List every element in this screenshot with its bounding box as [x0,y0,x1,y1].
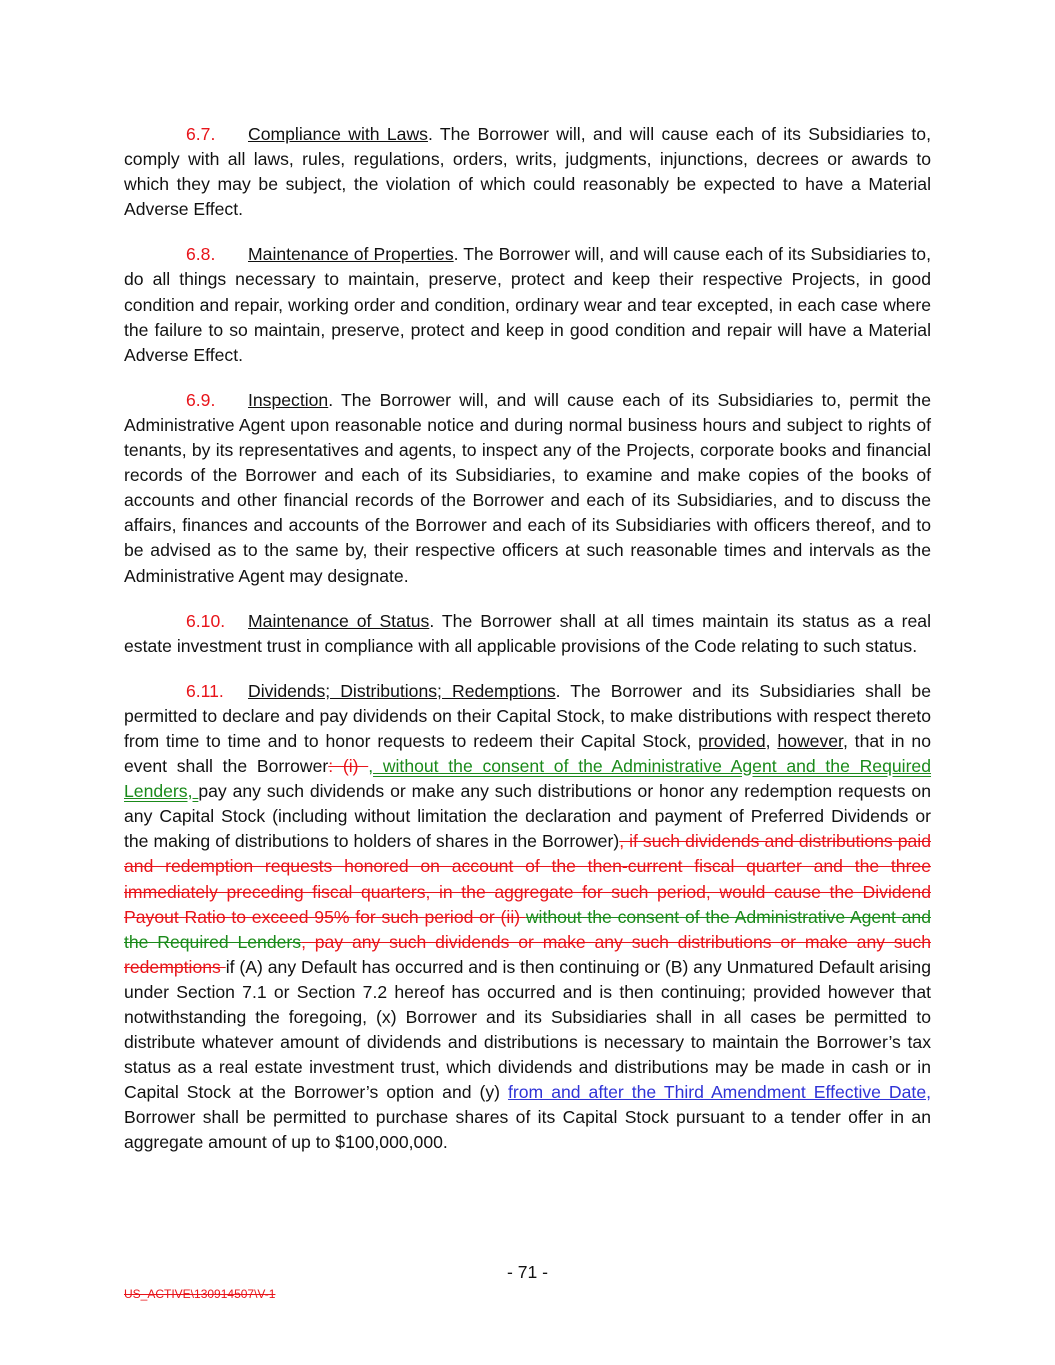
page-number: - 71 - [506,1262,549,1282]
section-6-7 [124,122,931,222]
section-title: Dividends; Distributions; Redemptions [248,680,556,701]
deleted-text: , if such dividends and distributions paid and redemption requests honored on account of the then-current fiscal quarter and the three immediately preceding fiscal quarters, in the aggregate for such period, would cause the Dividend Payout Ratio to exceed 95% for such period or (ii) [124,831,931,927]
section-title: Maintenance of Status [248,610,430,631]
deleted-text: , pay any such dividends or make any such distributions or make any such redemptions [124,931,931,977]
however-term: however [777,730,843,751]
section-body-text: pay any such dividends or make any such distributions or honor any redemption requests on any Capital Stock (including without limitation the declaration and payment of Preferred Dividends or the making of distributions to holders of shares in the Borrower) [124,781,931,852]
section-6-10 [124,609,931,659]
section-body-text: if (A) any Default has occurred and is then continuing or (B) any Unmatured Default arising under Section 7.1 or Section 7.2 hereof has occurred and is then continuing; provided however that notwithstanding the foregoing, (x) Borrower and its Subsidiaries shall in all cases be permitted to distribute whatever amount of dividends and distributions is necessary to maintain the Borrower’s tax status as a real estate investment trust, which dividends and distributions may be made in cash or in Capital Stock at the Borrower’s option and (y) [124,956,931,1103]
section-6-11 [124,679,931,1156]
section-number: 6.7. [186,124,216,144]
section-6-8 [124,242,931,367]
section-title: Compliance with Laws [248,124,428,144]
section-body: . The Borrower will, and will cause each of its Subsidiaries to, comply with all laws, rules, regulations, orders, writs, judgments, injunctions, decrees or awards to which they may be subject, the violation of which could reasonably be expected to have a Material Adverse Effect. [124,124,931,220]
document-id: US_ACTIVE\130914507\V-1 [124,1287,276,1301]
inserted-text-amendment: from and after the Third Amendment Effective Date, [508,1082,931,1103]
section-number: 6.8. [186,244,216,265]
provided-term: provided [698,730,766,751]
section-title: Inspection [248,389,329,410]
moved-deleted-text: without the consent of the Administrative Agent and the Required Lenders [124,906,931,952]
section-body: . The Borrower shall at all times maintain its status as a real estate investment trust in compliance with all applicable provisions of the Code relating to such status. [124,610,931,656]
document-page [124,122,931,1176]
section-body-text: . The Borrower and its Subsidiaries shall be permitted to declare and pay dividends on their Capital Stock, to make distributions with respect thereto from time to time and to honor requests to redeem their Capital Stock, [124,680,931,751]
inserted-text: , without the consent of the Administrative Agent and the Required Lenders, [124,756,932,802]
section-body-text: , [765,730,778,751]
section-body: . The Borrower will, and will cause each of its Subsidiaries to, permit the Administrative Agent upon reasonable notice and during normal business hours and subject to rights of tenants, by its representatives and agents, to inspect any of the Projects, corporate books and financial records of the Borrower and each of its Subsidiaries, to examine and make copies of the books of accounts and other financial records of the Borrower and each of its Subsidiaries, and to discuss the affairs, finances and accounts of the Borrower and each of its Subsidiaries with officers thereof, and to be advised as to the same by, their respective officers at such reasonable times and intervals as the Administrative Agent may designate. [124,389,931,586]
section-body-text: , that in no event shall the Borrower [124,730,931,777]
section-body-text: Borrower shall be permitted to purchase shares of its Capital Stock pursuant to a tender offer in an aggregate amount of up to $100,000,000. [124,1107,931,1153]
section-number: 6.11. [186,680,224,701]
section-number: 6.10. [186,610,226,631]
deleted-text: : (i) [328,756,369,777]
section-body: . The Borrower will, and will cause each of its Subsidiaries to, do all things necessary to maintain, preserve, protect and keep their respective Projects, in good condition and repair, working order and condition, ordinary wear and tear excepted, in each case where the failure to so maintain, preserve, protect and keep in good condition and repair will have a Material Adverse Effect. [124,244,931,365]
section-title: Maintenance of Properties [248,244,454,265]
section-6-9 [124,388,931,589]
section-number: 6.9. [186,389,216,410]
